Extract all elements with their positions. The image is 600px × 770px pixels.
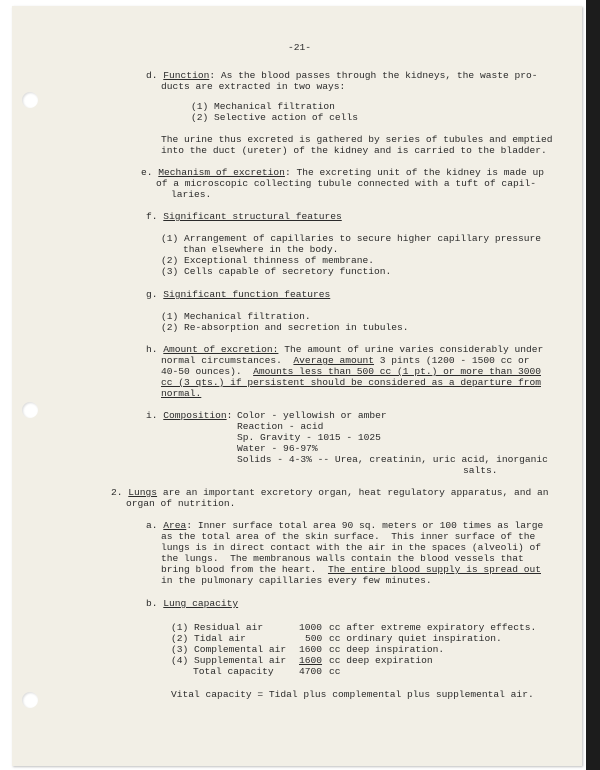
capacity-total-label: Total capacity	[193, 666, 274, 677]
section-h-line-4: cc (3 qts.) if persistent should be considered as a departure from	[161, 377, 541, 388]
capacity-label: (3) Complemental air	[171, 644, 287, 655]
paragraph-line: into the duct (ureter) of the kidney and is carried to the bladder.	[161, 145, 547, 156]
section-f-heading: f. Significant structural features	[146, 211, 342, 222]
binder-hole-bottom	[22, 692, 38, 708]
vital-capacity: Vital capacity = Tidal plus complemental plus supplemental air.	[171, 689, 534, 700]
section-i-heading: i. Composition:	[146, 410, 233, 421]
section-d-line-1: d. Function: As the blood passes through the kidneys, the waste pro-	[146, 70, 538, 81]
binder-hole-top	[22, 92, 38, 108]
section-h-line-3: 40-50 ounces). Amounts less than 500 cc (1 pt.) or more than 3000	[161, 366, 541, 377]
list-item: (1) Mechanical filtration	[191, 101, 335, 112]
paragraph-line: lungs is in direct contact with the air in the spaces (alveoli) of	[161, 542, 541, 553]
composition-solids-continuation: salts.	[463, 465, 498, 476]
binder-hole-middle	[22, 402, 38, 418]
capacity-total-unit: cc	[329, 666, 341, 677]
section-h-line-5: normal.	[161, 388, 202, 399]
list-item: (2) Exceptional thinness of membrane.	[161, 255, 375, 266]
composition-solids: Solids - 4-3% -- Urea, creatinin, uric acid, inorganic	[237, 454, 548, 465]
capacity-label: (2) Tidal air	[171, 633, 246, 644]
paragraph-line: bring blood from the heart. The entire blood supply is spread out	[161, 564, 541, 575]
paragraph-line: of a microscopic collecting tubule connected with a tuft of capil-	[156, 178, 536, 189]
section-d-line-2: ducts are extracted in two ways:	[161, 81, 346, 92]
capacity-value: 500	[305, 633, 323, 644]
section-g-heading: g. Significant function features	[146, 289, 331, 300]
paragraph-line: as the total area of the skin surface. This inner surface of the	[161, 531, 536, 542]
list-item-continuation: than elsewhere in the body.	[183, 244, 339, 255]
capacity-value: 1600	[299, 655, 323, 666]
capacity-desc: cc after extreme expiratory effects.	[329, 622, 537, 633]
composition-gravity: Sp. Gravity - 1015 - 1025	[237, 432, 381, 443]
paragraph-line: The urine thus excreted is gathered by series of tubules and emptied	[161, 134, 553, 145]
section-h-line-1: h. Amount of excretion: The amount of urine varies considerably under	[146, 344, 544, 355]
capacity-total-value: 4700	[299, 666, 323, 677]
composition-water: Water - 96-97%	[237, 443, 318, 454]
capacity-desc: cc ordinary quiet inspiration.	[329, 633, 502, 644]
section-a-line-1: a. Area: Inner surface total area 90 sq. meters or 100 times as large	[146, 520, 544, 531]
capacity-desc: cc deep expiration	[329, 655, 433, 666]
list-item: (3) Cells capable of secretory function.	[161, 266, 392, 277]
paragraph-line: the lungs. The membranous walls contain the blood vessels that	[161, 553, 524, 564]
list-item: (1) Mechanical filtration.	[161, 311, 311, 322]
paragraph-line: laries.	[171, 189, 212, 200]
scan-border	[586, 0, 600, 770]
section-lungs-line-2: organ of nutrition.	[126, 498, 236, 509]
capacity-value: 1600	[299, 644, 323, 655]
capacity-label: (4) Supplemental air	[171, 655, 287, 666]
list-item: (2) Selective action of cells	[191, 112, 358, 123]
section-h-line-2: normal circumstances. Average amount 3 pints (1200 - 1500 cc or	[161, 355, 530, 366]
list-item: (1) Arrangement of capillaries to secure higher capillary pressure	[161, 233, 541, 244]
composition-reaction: Reaction - acid	[237, 421, 324, 432]
composition-color: Color - yellowish or amber	[237, 410, 387, 421]
list-item: (2) Re-absorption and secretion in tubules.	[161, 322, 409, 333]
section-e-line-1: e. Mechanism of excretion: The excreting unit of the kidney is made up	[141, 167, 545, 178]
capacity-label: (1) Residual air	[171, 622, 264, 633]
capacity-value: 1000	[299, 622, 323, 633]
page-number: -21-	[288, 42, 312, 53]
paragraph-line: in the pulmonary capillaries every few minutes.	[161, 575, 432, 586]
section-b-heading: b. Lung capacity	[146, 598, 239, 609]
section-lungs-line-1: 2. Lungs are an important excretory organ, heat regulatory apparatus, and an	[111, 487, 549, 498]
capacity-desc: cc deep inspiration.	[329, 644, 445, 655]
